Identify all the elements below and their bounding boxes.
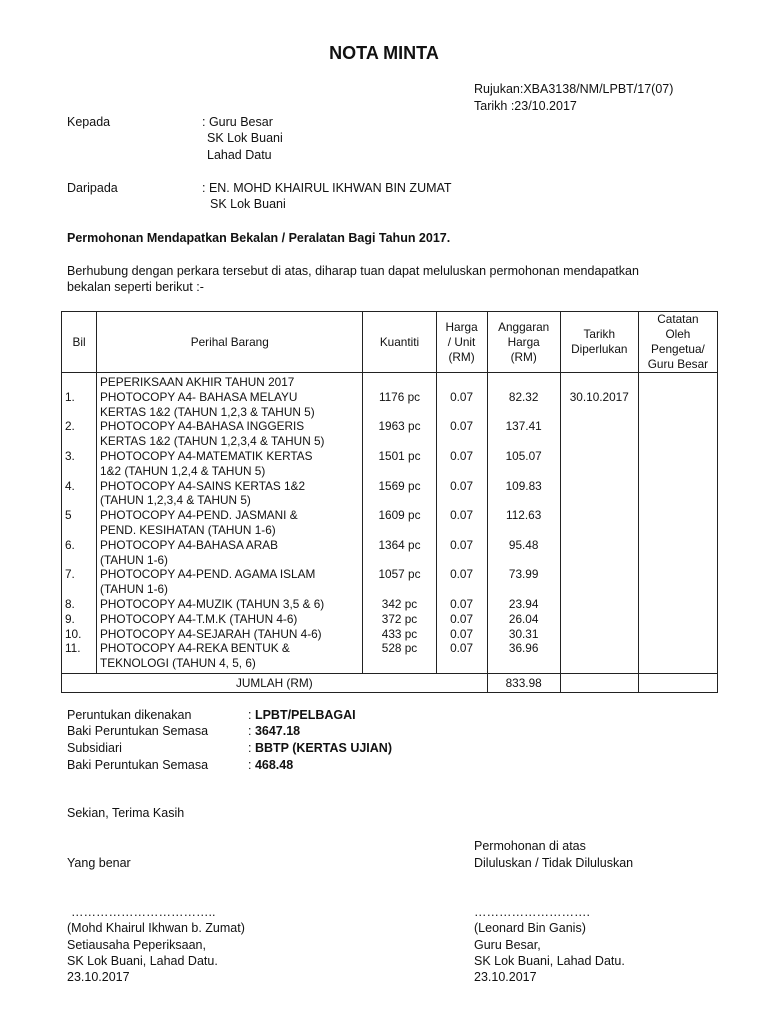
- cell-harga: 0.07: [436, 567, 487, 597]
- total-label: JUMLAH (RM): [62, 673, 488, 692]
- allocation-value: BBTP (KERTAS UJIAN): [254, 741, 392, 755]
- signer-right-line: (Leonard Bin Ganis): [474, 921, 586, 935]
- cell-kuantiti: 1501 pc: [363, 449, 436, 479]
- item-description-line: PHOTOCOPY A4-SAINS KERTAS 1&2: [100, 478, 306, 493]
- cell-perihal: [97, 612, 363, 627]
- empty-cell: [638, 373, 717, 390]
- allocation-label: Baki Peruntukan Semasa: [67, 724, 209, 738]
- item-description-line: PHOTOCOPY A4-BAHASA ARAB: [100, 537, 278, 552]
- cell-kuantiti: 1963 pc: [363, 419, 436, 449]
- cell-perihal: [97, 479, 363, 509]
- empty-cell: [560, 373, 638, 390]
- cell-kuantiti: 372 pc: [363, 612, 436, 627]
- cell-anggaran: 73.99: [487, 567, 560, 597]
- cell-bil: 4.: [62, 479, 97, 509]
- cell-anggaran: 137.41: [487, 419, 560, 449]
- allocation-label: Subsidiari: [67, 741, 122, 755]
- intro-text: Berhubung dengan perkara tersebut di atas, diharap tuan dapat meluluskan permohonan mendapatkan: [67, 264, 639, 278]
- items-table: [61, 311, 718, 693]
- cell-bil: 10.: [62, 627, 97, 642]
- cell-catatan: [638, 597, 717, 612]
- cell-perihal: [97, 567, 363, 597]
- table-body: [62, 373, 718, 674]
- cell-bil: 11.: [62, 641, 97, 673]
- signature-line-left: ……………………………..: [71, 905, 216, 919]
- cell-anggaran: 30.31: [487, 627, 560, 642]
- cell-tarikh: [560, 538, 638, 568]
- signer-right-line: Guru Besar,: [474, 938, 541, 952]
- cell-tarikh: [560, 627, 638, 642]
- allocation-colon: : BBTP (KERTAS UJIAN): [248, 741, 392, 755]
- cell-perihal: [97, 641, 363, 673]
- allocation-value: 468.48: [254, 758, 294, 772]
- cell-perihal: [97, 449, 363, 479]
- col-header-kuantiti: Kuantiti: [363, 312, 436, 373]
- table-row: [62, 508, 718, 538]
- empty-cell: [487, 373, 560, 390]
- cell-bil: 1.: [62, 390, 97, 420]
- cell-harga: 0.07: [436, 627, 487, 642]
- signer-left-line: SK Lok Buani, Lahad Datu.: [67, 954, 218, 968]
- cell-anggaran: 36.96: [487, 641, 560, 673]
- item-description-line: PHOTOCOPY A4-REKA BENTUK &: [100, 641, 290, 656]
- table-row: [62, 597, 718, 612]
- closing-text: Sekian, Terima Kasih: [67, 806, 185, 820]
- cell-bil: 8.: [62, 597, 97, 612]
- cell-anggaran: 112.63: [487, 508, 560, 538]
- sender-line: : EN. MOHD KHAIRUL IKHWAN BIN ZUMAT: [202, 181, 452, 195]
- item-description-line: PHOTOCOPY A4-MATEMATIK KERTAS: [100, 448, 313, 463]
- total-value: 833.98: [487, 673, 560, 692]
- intro-text: bekalan seperti berikut :-: [67, 280, 204, 294]
- table-row: [62, 567, 718, 597]
- item-description-line: (TAHUN 1,2,3,4 & TAHUN 5): [100, 493, 251, 508]
- item-description-line: PHOTOCOPY A4-SEJARAH (TAHUN 4-6): [100, 626, 322, 641]
- allocation-label: Peruntukan dikenakan: [67, 708, 192, 722]
- cell-bil: 5: [62, 508, 97, 538]
- signer-right-line: SK Lok Buani, Lahad Datu.: [474, 954, 625, 968]
- allocation-label: Baki Peruntukan Semasa: [67, 758, 209, 772]
- cell-harga: 0.07: [436, 538, 487, 568]
- item-description-line: PEND. KESIHATAN (TAHUN 1-6): [100, 522, 276, 537]
- total-row: [62, 673, 718, 692]
- cell-catatan: [638, 567, 717, 597]
- col-header-perihal: Perihal Barang: [97, 312, 363, 373]
- total-empty-cell: [638, 673, 717, 692]
- cell-bil: [62, 373, 97, 390]
- cell-bil: 7.: [62, 567, 97, 597]
- item-description-line: TEKNOLOGI (TAHUN 4, 5, 6): [100, 656, 256, 671]
- recipient-label: Kepada: [67, 115, 111, 129]
- cell-perihal: [97, 508, 363, 538]
- recipient-line: : Guru Besar: [202, 115, 273, 129]
- table-row: [62, 641, 718, 673]
- cell-perihal: [97, 627, 363, 642]
- cell-kuantiti: 1057 pc: [363, 567, 436, 597]
- cell-catatan: [638, 449, 717, 479]
- cell-perihal: [97, 419, 363, 449]
- item-description-line: (TAHUN 1-6): [100, 582, 168, 597]
- item-description-line: PHOTOCOPY A4-PEND. JASMANI &: [100, 508, 298, 523]
- cell-harga: 0.07: [436, 597, 487, 612]
- table-row: [62, 390, 718, 420]
- cell-bil: 2.: [62, 419, 97, 449]
- cell-tarikh: [560, 641, 638, 673]
- item-description-line: PHOTOCOPY A4-T.M.K (TAHUN 4-6): [100, 611, 298, 626]
- table-row: [62, 627, 718, 642]
- col-header-bil: Bil: [62, 312, 97, 373]
- cell-bil: 6.: [62, 538, 97, 568]
- cell-anggaran: 82.32: [487, 390, 560, 420]
- allocation-colon: : 3647.18: [248, 724, 301, 738]
- approval-text: Diluluskan / Tidak Diluluskan: [474, 856, 634, 870]
- signer-left-line: 23.10.2017: [67, 970, 130, 984]
- cell-anggaran: 105.07: [487, 449, 560, 479]
- cell-perihal: [97, 597, 363, 612]
- cell-harga: 0.07: [436, 641, 487, 673]
- cell-catatan: [638, 390, 717, 420]
- cell-harga: 0.07: [436, 449, 487, 479]
- col-header-catatan: Catatan Oleh Pengetua/ Guru Besar: [638, 312, 717, 373]
- yang-benar-text: Yang benar: [67, 856, 131, 870]
- allocation-colon: : LPBT/PELBAGAI: [248, 708, 356, 722]
- cell-catatan: [638, 419, 717, 449]
- col-header-harga: Harga / Unit (RM): [436, 312, 487, 373]
- item-description-line: 1&2 (TAHUN 1,2,4 & TAHUN 5): [100, 463, 266, 478]
- allocation-value: 3647.18: [254, 724, 301, 738]
- cell-catatan: [638, 612, 717, 627]
- document-title: NOTA MINTA: [329, 43, 439, 63]
- allocation-value: LPBT/PELBAGAI: [254, 708, 356, 722]
- cell-tarikh: [560, 567, 638, 597]
- cell-catatan: [638, 479, 717, 509]
- table-row: [62, 449, 718, 479]
- cell-anggaran: 109.83: [487, 479, 560, 509]
- cell-tarikh: 30.10.2017: [560, 390, 638, 420]
- item-description-line: PHOTOCOPY A4- BAHASA MELAYU: [100, 389, 298, 404]
- cell-catatan: [638, 627, 717, 642]
- cell-bil: 9.: [62, 612, 97, 627]
- item-description-line: PHOTOCOPY A4-BAHASA INGGERIS: [100, 419, 305, 434]
- cell-catatan: [638, 641, 717, 673]
- table-header-row: [62, 312, 718, 373]
- cell-tarikh: [560, 597, 638, 612]
- table-row: [62, 612, 718, 627]
- cell-anggaran: 26.04: [487, 612, 560, 627]
- item-description-line: KERTAS 1&2 (TAHUN 1,2,3,4 & TAHUN 5): [100, 434, 325, 449]
- subject-line: Permohonan Mendapatkan Bekalan / Peralatan Bagi Tahun 2017.: [67, 231, 451, 245]
- sender-label: Daripada: [67, 181, 118, 195]
- cell-kuantiti: 433 pc: [363, 627, 436, 642]
- col-header-tarikh: Tarikh Diperlukan: [560, 312, 638, 373]
- item-description-line: (TAHUN 1-6): [100, 552, 168, 567]
- recipient-line: SK Lok Buani: [207, 131, 283, 145]
- cell-catatan: [638, 538, 717, 568]
- cell-perihal: [97, 390, 363, 420]
- signer-left-line: (Mohd Khairul Ikhwan b. Zumat): [67, 921, 245, 935]
- cell-tarikh: [560, 508, 638, 538]
- sender-line: SK Lok Buani: [210, 197, 286, 211]
- signature-line-right: ……………………….: [474, 905, 590, 919]
- empty-cell: [436, 373, 487, 390]
- recipient-line: Lahad Datu: [207, 148, 272, 162]
- cell-kuantiti: 528 pc: [363, 641, 436, 673]
- cell-anggaran: 23.94: [487, 597, 560, 612]
- cell-harga: 0.07: [436, 508, 487, 538]
- cell-tarikh: [560, 449, 638, 479]
- cell-catatan: [638, 508, 717, 538]
- table-row: [62, 479, 718, 509]
- cell-kuantiti: 1176 pc: [363, 390, 436, 420]
- table-row: [62, 538, 718, 568]
- cell-tarikh: [560, 479, 638, 509]
- item-description-line: PHOTOCOPY A4-MUZIK (TAHUN 3,5 & 6): [100, 596, 325, 611]
- cell-kuantiti: 1364 pc: [363, 538, 436, 568]
- cell-tarikh: [560, 612, 638, 627]
- cell-harga: 0.07: [436, 419, 487, 449]
- cell-anggaran: 95.48: [487, 538, 560, 568]
- cell-kuantiti: 1609 pc: [363, 508, 436, 538]
- item-description-line: PHOTOCOPY A4-PEND. AGAMA ISLAM: [100, 567, 316, 582]
- item-description-line: KERTAS 1&2 (TAHUN 1,2,3 & TAHUN 5): [100, 404, 315, 419]
- table-row: [62, 419, 718, 449]
- cell-tarikh: [560, 419, 638, 449]
- allocation-colon: : 468.48: [248, 758, 294, 772]
- signer-right-line: 23.10.2017: [474, 970, 537, 984]
- cell-kuantiti: 342 pc: [363, 597, 436, 612]
- reference-date: Tarikh :23/10.2017: [474, 99, 577, 113]
- total-empty-cell: [560, 673, 638, 692]
- cell-kuantiti: 1569 pc: [363, 479, 436, 509]
- signer-left-line: Setiausaha Peperiksaan,: [67, 938, 206, 952]
- table-row: [62, 373, 718, 390]
- cell-bil: 3.: [62, 449, 97, 479]
- cell-harga: 0.07: [436, 612, 487, 627]
- empty-cell: [363, 373, 436, 390]
- reference-number: Rujukan:XBA3138/NM/LPBT/17(07): [474, 82, 674, 96]
- cell-perihal: [97, 538, 363, 568]
- col-header-anggaran: Anggaran Harga (RM): [487, 312, 560, 373]
- cell-harga: 0.07: [436, 390, 487, 420]
- section-heading-cell: PEPERIKSAAN AKHIR TAHUN 2017: [97, 373, 363, 390]
- cell-harga: 0.07: [436, 479, 487, 509]
- approval-text: Permohonan di atas: [474, 839, 586, 853]
